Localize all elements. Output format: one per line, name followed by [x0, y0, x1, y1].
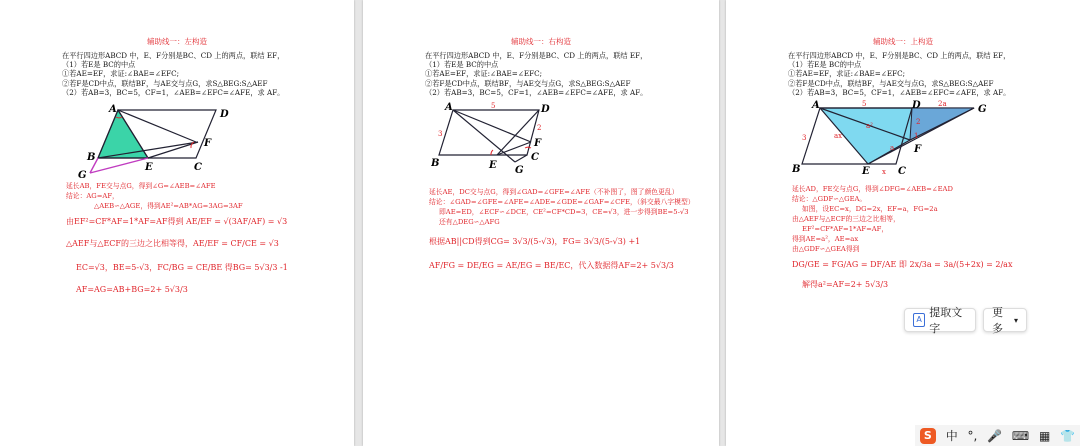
punctuation-icon[interactable]: °,	[967, 428, 978, 443]
svg-text:B: B	[792, 164, 801, 175]
svg-text:A: A	[109, 104, 117, 115]
svg-text:C: C	[531, 152, 539, 163]
page-title: 辅助线一：上构造	[873, 37, 933, 46]
page-left-construction	[0, 0, 354, 446]
svg-text:G: G	[978, 104, 987, 115]
svg-text:F: F	[534, 138, 542, 149]
solution-text: 延长AB，FE交与点G，得到∠G=∠AEB=∠AFE 结论：AG=AF， △AEB∽△AGE，得到AE²=AB*AG=3AG=3AF 由EF²=CF*AF=1*AF=AF得到 AE/EF = √(3AF/AF) = √3 △AEF与△ECF的三边之比相等得，AE/EF = CF/CE = √3 EC=√3，BE=5-√3，FC/BG = CE/BE 得BG= 5√3/3 -1 AF=AG=AB+BG=2+ 5√3/3	[66, 182, 288, 294]
svg-text:D: D	[912, 100, 921, 111]
text-scan-icon: A	[913, 313, 925, 327]
svg-text:A: A	[445, 102, 453, 113]
svg-text:F: F	[204, 138, 212, 149]
svg-text:G: G	[515, 165, 524, 175]
more-menu-button[interactable]: 更多 ▾	[983, 308, 1027, 332]
svg-text:5: 5	[862, 100, 867, 108]
chevron-down-icon: ▾	[1013, 315, 1018, 325]
svg-text:2a: 2a	[938, 100, 947, 108]
svg-text:ax: ax	[834, 132, 843, 140]
skin-shirt-icon[interactable]: 👕	[1060, 428, 1076, 443]
page-right-construction	[363, 0, 719, 446]
svg-text:2: 2	[537, 124, 542, 132]
geometry-figure	[792, 100, 992, 176]
svg-text:2: 2	[916, 118, 921, 126]
svg-text:A: A	[812, 100, 820, 111]
svg-text:a: a	[890, 144, 895, 152]
svg-text:5: 5	[491, 102, 496, 110]
svg-text:E: E	[145, 162, 153, 173]
svg-text:a²: a²	[866, 122, 873, 130]
svg-text:1: 1	[914, 132, 919, 140]
toolbox-grid-icon[interactable]: ▦	[1039, 428, 1051, 443]
page-title: 辅助线一：右构造	[511, 37, 571, 46]
svg-text:3: 3	[802, 134, 807, 142]
svg-text:B: B	[87, 152, 96, 163]
geometry-figure	[78, 100, 248, 180]
svg-text:G: G	[78, 170, 87, 180]
ime-lang-toggle[interactable]: 中	[945, 429, 958, 443]
ime-toolbar	[915, 425, 1080, 446]
svg-text:E: E	[862, 166, 870, 176]
svg-text:3: 3	[438, 130, 443, 138]
problem-text: 在平行四边形ABCD 中，E、F分别是BC、CD 上的两点，联结 EF， （1）若E是 BC的中点 ①若AE=EF，求证:∠BAE=∠EFC; ②若F是CD中点，联结BF，与AE交与点G，求S△BEG:S△AEF （2）若AB=3，BC=5，CF=1，∠AEB=∠EFC=∠AFE，求 AF。	[425, 51, 648, 97]
svg-text:E: E	[489, 160, 497, 171]
keyboard-icon[interactable]: ⌨	[1011, 428, 1030, 443]
svg-text:C: C	[898, 166, 906, 176]
page-top-construction	[726, 0, 1080, 446]
svg-text:C: C	[194, 162, 202, 173]
svg-text:D: D	[220, 109, 229, 120]
svg-text:F: F	[914, 144, 922, 155]
solution-text: 延长AE，DC交与点G，得到∠GAD=∠GFE=∠AFE（不补图了，图了颜色更乱） 结论：∠GAD=∠GFE=∠AFE=∠ADE=∠GDE=∠GAF=∠CFE，（斜交最八字模型） 即AE=ED，∠ECF∽∠DCE，CE²=CF*CD=3，CE=√3，进一步得到BE=5-√3 还有△DEG∽△AFG 根据AB||CD得到CG= 3√3/(5-√3)，FG= 3√3/(5-√3) +1 AF/FG = DE/EG = AE/EG = BE/EC，代入数据得AF=2+ 5√3/3	[429, 188, 695, 270]
geometry-figure	[431, 100, 561, 175]
svg-text:B: B	[431, 158, 440, 169]
svg-text:x: x	[882, 168, 886, 176]
extract-text-button[interactable]: A 提取文字	[904, 308, 976, 332]
microphone-icon[interactable]: 🎤	[987, 428, 1003, 443]
problem-text: 在平行四边形ABCD 中，E、F分别是BC、CD 上的两点，联结 EF， （1）若E是 BC的中点 ①若AE=EF，求证:∠BAE=∠EFC; ②若F是CD中点，联结BF，与AE交与点G，求S△BEG:S△AEF （2）若AB=3，BC=5，CF=1，∠AEB=∠EFC=∠AFE，求 AF。	[788, 51, 1011, 97]
solution-text: 延长AD，FE交与点G，得到∠DFG=∠AEB=∠EAD 结论：△GDF∽△GEA。 如图，设EC=x，DG=2x，EF=a，FG=2a 由△AEF与△ECF的三边之比相等， EF²=CF*AF=1*AF=AF， 得到AE=a²，AE=ax 由△GDF∽△GEA得到 DG/GE = FG/AG = DF/AE 即 2x/3a = 3a/(5+2x) = 2/ax 解得a²=AF=2+ 5√3/3	[792, 185, 1013, 289]
sogou-logo-icon[interactable]: S	[920, 428, 936, 444]
page-title: 辅助线一：左构造	[147, 37, 207, 46]
svg-text:D: D	[541, 104, 550, 115]
problem-text: 在平行四边形ABCD 中，E、F分别是BC、CD 上的两点，联结 EF， （1）若E是 BC的中点 ①若AE=EF，求证:∠BAE=∠EFC; ②若F是CD中点，联结BF，与AE交与点G，求S△BEG:S△AEF （2）若AB=3，BC=5，CF=1，∠AEB=∠EFC=∠AFE，求 AF。	[62, 51, 285, 97]
